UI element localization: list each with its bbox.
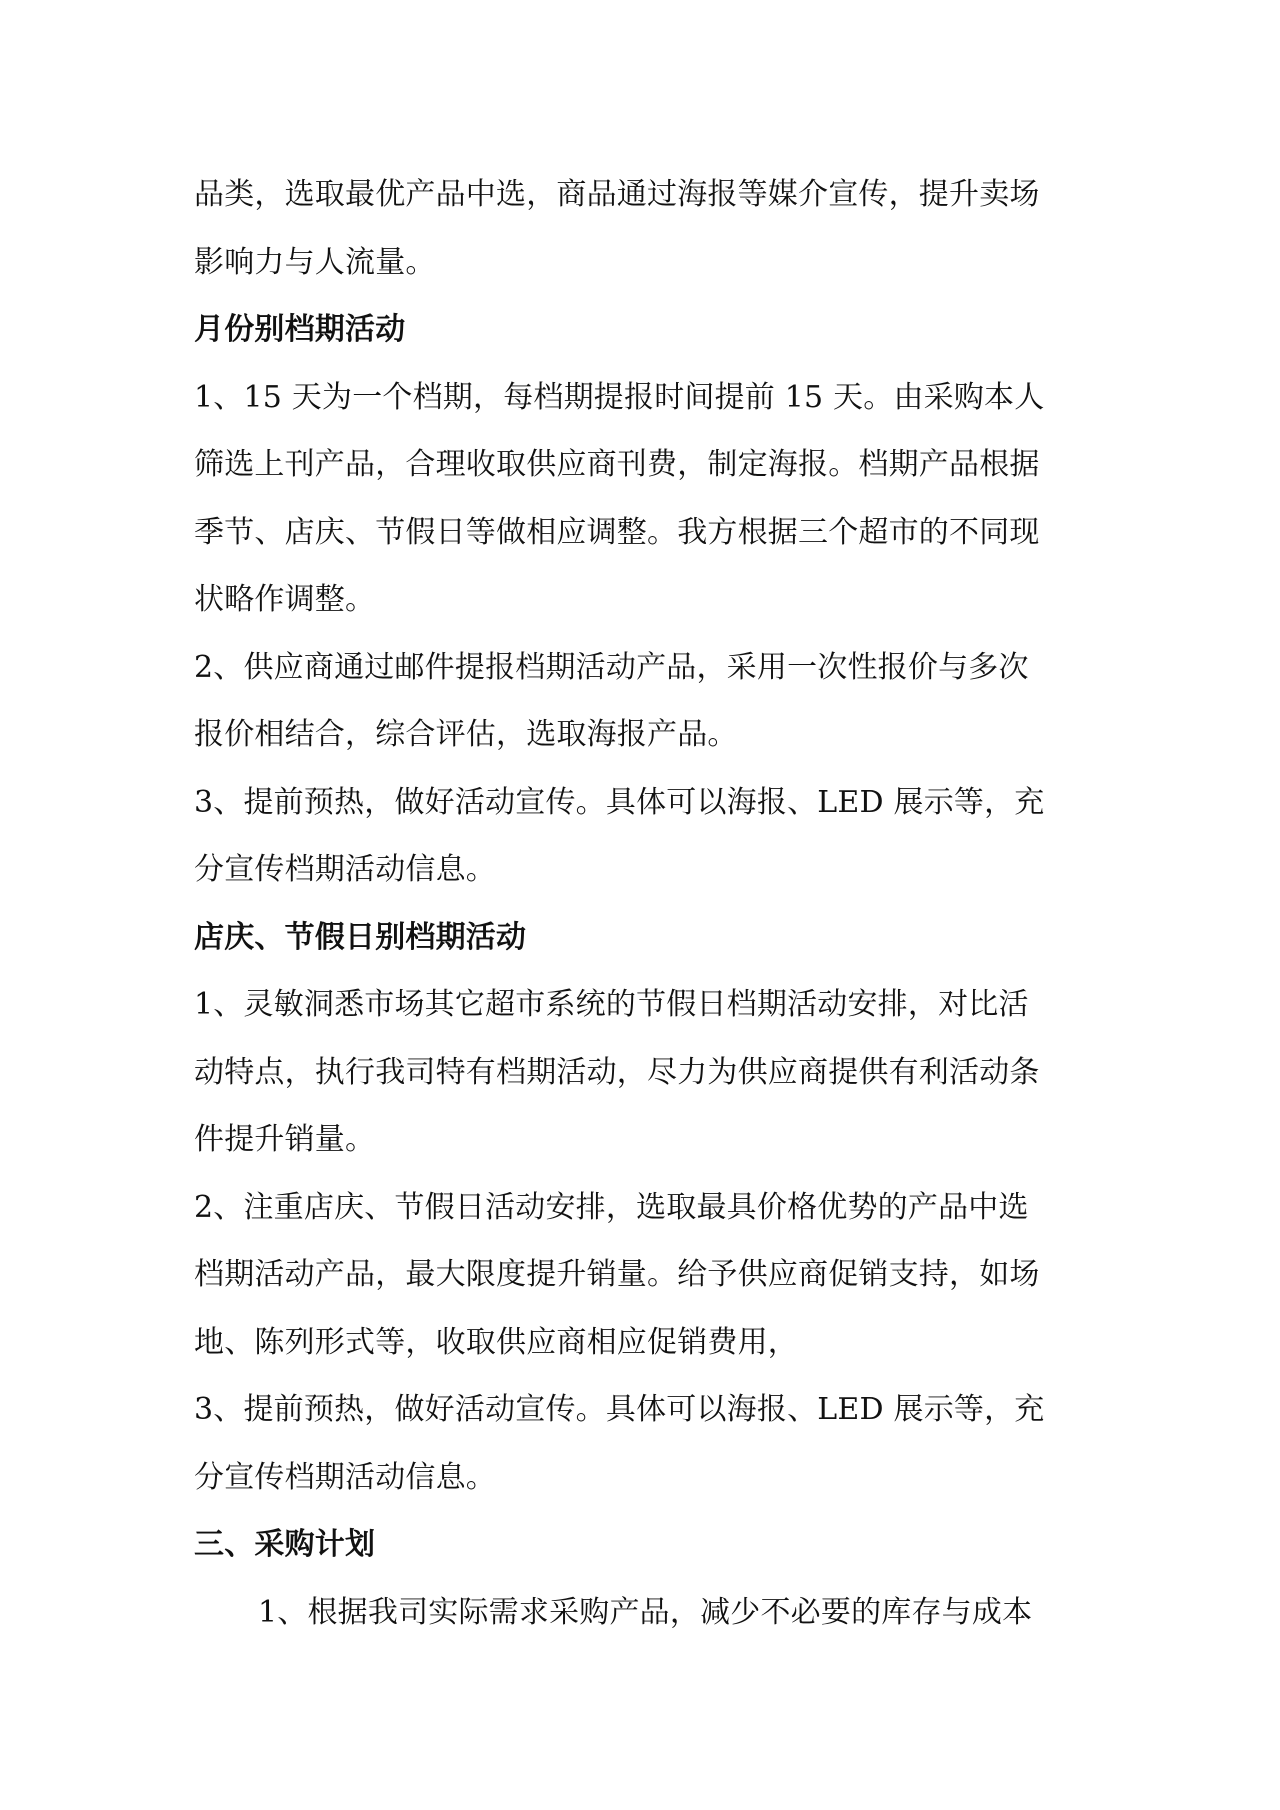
paragraph-line: 季节、店庆、节假日等做相应调整。我方根据三个超市的不同现 [194, 514, 1040, 550]
section-heading: 三、采购计划 [194, 1527, 376, 1562]
paragraph-line: 地、陈列形式等，收取供应商相应促销费用， [194, 1324, 798, 1360]
paragraph-line: 3、提前预热，做好活动宣传。具体可以海报、LED 展示等，充 [194, 784, 1045, 820]
paragraph-line: 报价相结合，综合评估，选取海报产品。 [194, 717, 738, 752]
paragraph-line: 1、根据我司实际需求采购产品，减少不必要的库存与成本 [258, 1594, 1033, 1630]
paragraph-line: 影响力与人流量。 [194, 244, 436, 280]
paragraph-line: 品类，选取最优产品中选，商品通过海报等媒介宣传，提升卖场 [194, 177, 1040, 212]
section-heading: 店庆、节假日别档期活动 [194, 919, 527, 955]
paragraph-line: 1、15 天为一个档期，每档期提报时间提前 15 天。由采购本人 [194, 379, 1045, 415]
paragraph-line: 动特点，执行我司特有档期活动，尽力为供应商提供有利活动条 [194, 1054, 1040, 1090]
paragraph-line: 筛选上刊产品，合理收取供应商刊费，制定海报。档期产品根据 [194, 447, 1040, 482]
paragraph-line: 分宣传档期活动信息。 [194, 852, 496, 887]
paragraph-line: 档期活动产品，最大限度提升销量。给予供应商促销支持，如场 [194, 1257, 1040, 1292]
section-heading: 月份别档期活动 [194, 312, 406, 347]
paragraph-line: 状略作调整。 [194, 582, 376, 617]
paragraph-line: 1、灵敏洞悉市场其它超市系统的节假日档期活动安排，对比活 [194, 987, 1029, 1022]
paragraph-line: 分宣传档期活动信息。 [194, 1459, 496, 1495]
paragraph-line: 2、供应商通过邮件提报档期活动产品，采用一次性报价与多次 [194, 649, 1029, 685]
paragraph-line: 3、提前预热，做好活动宣传。具体可以海报、LED 展示等，充 [194, 1392, 1045, 1427]
paragraph-line: 2、注重店庆、节假日活动安排，选取最具价格优势的产品中选 [194, 1189, 1029, 1225]
document-page [194, 161, 1094, 1646]
paragraph-line: 件提升销量。 [194, 1122, 376, 1157]
